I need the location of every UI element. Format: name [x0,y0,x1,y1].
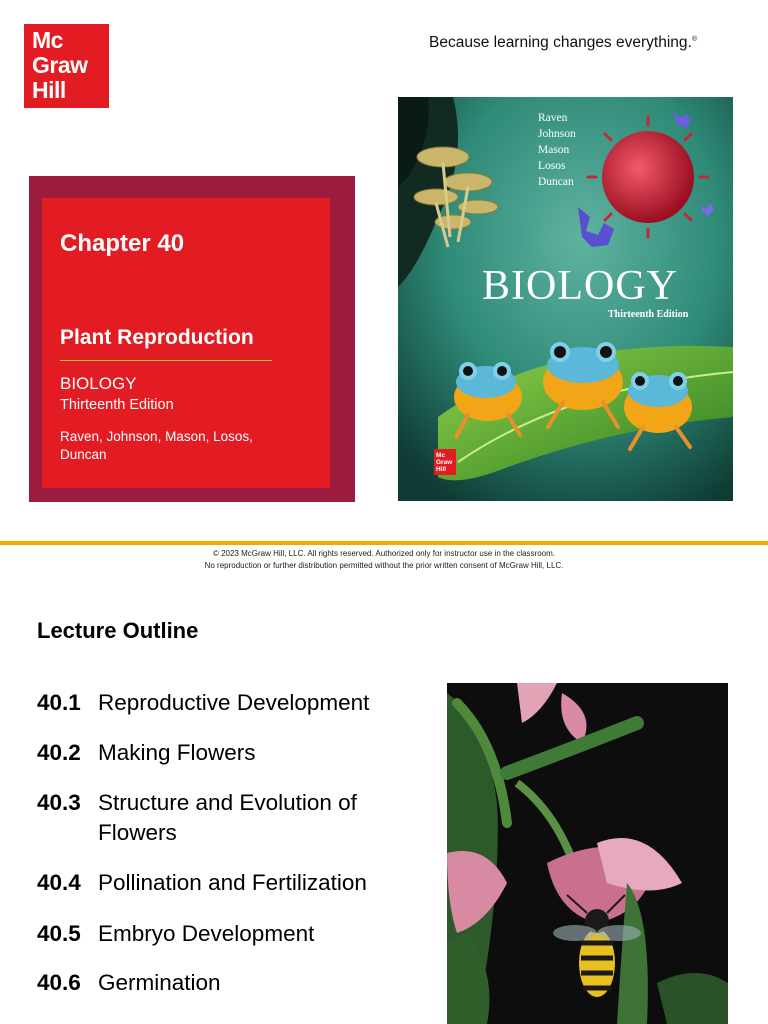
cover-author: Losos [538,160,566,172]
outline-item-number: 40.3 [37,790,81,815]
registered-mark: ® [691,35,697,43]
outline-title: Lecture Outline [37,618,199,643]
logo-line: Hill [32,77,66,103]
outline-item-text: Pollination and Fertilization [98,870,367,895]
title-underline [60,360,272,361]
copyright-line: No reproduction or further distribution permitted without the prior written consent of McGraw Hill, LLC. [204,561,564,570]
tagline [429,34,697,52]
title-card [42,198,330,488]
cover-logo-line: Mc [436,452,446,459]
book-edition: Thirteenth Edition [60,397,174,413]
cover-logo-line: Graw [436,459,453,466]
mcgraw-hill-logo [24,24,109,108]
cover-logo-line: Hill [436,466,447,473]
cover-author: Duncan [538,176,574,188]
cover-edition: Thirteenth Edition [608,309,689,320]
outline-item-text: Reproductive Development [98,690,370,715]
book-cover-image [398,97,733,501]
outline-item-number: 40.4 [37,870,81,895]
outline-item-number: 40.2 [37,740,81,765]
slide-divider [0,541,768,545]
cover-author: Johnson [538,128,576,140]
chapter-title: Plant Reproduction [60,326,254,349]
outline-item-number: 40.1 [37,690,81,715]
outline-item-text: Making Flowers [98,740,256,765]
cover-title: BIOLOGY [482,263,678,309]
tagline-text: Because learning changes everything. [429,34,692,51]
book-authors: Raven, Johnson, Mason, Losos, Duncan [60,429,253,462]
copyright-notice [0,548,768,572]
cover-author: Raven [538,112,568,124]
cover-author: Mason [538,144,570,156]
outline-item-text: Structure and Evolution of Flowers [98,790,357,845]
outline-item-number: 40.6 [37,970,81,995]
logo-line: Mc [32,27,63,53]
outline-item-text: Germination [98,970,221,995]
book-name: BIOLOGY [60,374,137,393]
outline-item-number: 40.5 [37,921,81,946]
logo-line: Graw [32,52,88,78]
copyright-line: © 2023 McGraw Hill, LLC. All rights reserved. Authorized only for instructor use in the classroom. [212,549,556,558]
orchid-art [447,683,728,1024]
orchid-wasp-photo [447,683,728,1024]
book-cover-art [398,97,733,501]
chapter-number: Chapter 40 [60,230,185,257]
outline-item-text: Embryo Development [98,921,315,946]
